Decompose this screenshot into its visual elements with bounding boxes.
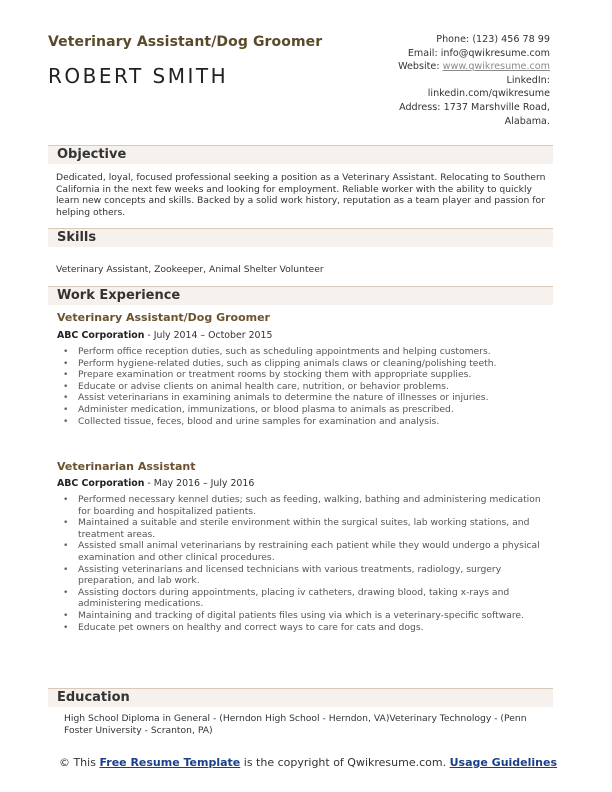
- list-item: • Perform hygiene-related duties, such as clipping animals claws or cleaning/polishing teeth.: [58, 358, 548, 370]
- section-title: Work Experience: [57, 288, 181, 303]
- section-title: Skills: [57, 230, 97, 245]
- website-link[interactable]: www.qwikresume.com: [442, 61, 550, 73]
- section-skills: [48, 228, 553, 247]
- contact-email: Email: info@qwikresume.com: [407, 47, 550, 59]
- job-dates: - May 2016 – July 2016: [144, 478, 255, 489]
- list-item: • Maintained a suitable and sterile environment within the surgical suites, lab working stations, and treatment areas.: [58, 517, 548, 540]
- list-item: • Administer medication, immunizations, or blood plasma to animals as prescribed.: [58, 404, 548, 416]
- list-item: • Maintaining and tracking of digital patients files using via which is a veterinary-specific software.: [58, 610, 548, 622]
- list-item: • Assist veterinarians in examining animals to determine the nature of illnesses or injuries.: [58, 392, 548, 404]
- skills-text: Veterinary Assistant, Zookeeper, Animal Shelter Volunteer: [56, 264, 324, 275]
- list-item: • Collected tissue, feces, blood and urine samples for examination and analysis.: [58, 416, 548, 428]
- usage-guidelines-link[interactable]: Usage Guidelines: [449, 756, 558, 769]
- job-dates: - July 2014 – October 2015: [144, 330, 273, 341]
- section-objective: [48, 145, 553, 164]
- job-duties-list: [58, 494, 548, 633]
- contact-linkedin-label: LinkedIn:: [506, 74, 550, 86]
- section-title: Education: [57, 690, 130, 705]
- list-item: • Performed necessary kennel duties; such as feeding, walking, bathing and administering medication for boarding and hospitalized patients.: [58, 494, 548, 517]
- list-item: • Educate pet owners on healthy and correct ways to care for cats and dogs.: [58, 622, 548, 634]
- section-title: Objective: [57, 147, 127, 162]
- contact-address-line2: Alabama.: [504, 115, 550, 127]
- candidate-name: ROBERT SMITH: [48, 64, 229, 88]
- list-item: • Perform office reception duties, such as scheduling appointments and helping customers.: [58, 346, 548, 358]
- copyright-footer: © This Free Resume Template is the copyright of Qwikresume.com. Usage Guidelines: [58, 756, 558, 769]
- section-work-experience: [48, 286, 553, 305]
- contact-website: Website: www.qwikresume.com: [398, 61, 550, 73]
- company-name: ABC Corporation: [57, 330, 145, 341]
- education-text: High School Diploma in General - (Herndon High School - Herndon, VA)Veterinary Technology - (Penn Foster University - Scranton, PA): [64, 713, 527, 736]
- free-resume-template-link[interactable]: Free Resume Template: [99, 756, 241, 769]
- header-job-title: Veterinary Assistant/Dog Groomer: [48, 34, 323, 50]
- company-name: ABC Corporation: [57, 478, 145, 489]
- list-item: • Assisted small animal veterinarians by restraining each patient while they would undergo a physical examination and other clinical procedures.: [58, 540, 548, 563]
- job-company-dates: [57, 478, 254, 489]
- list-item: • Assisting doctors during appointments, placing iv catheters, drawing blood, taking x-rays and administering medications.: [58, 587, 548, 610]
- section-education: [48, 688, 553, 707]
- contact-block: [398, 33, 550, 128]
- list-item: • Prepare examination or treatment rooms by stocking them with appropriate supplies.: [58, 369, 548, 381]
- job-title: Veterinarian Assistant: [57, 460, 196, 473]
- job-duties-list: [58, 346, 548, 427]
- contact-linkedin: linkedin.com/qwikresume: [427, 88, 550, 100]
- job-company-dates: [57, 330, 272, 341]
- job-title: Veterinary Assistant/Dog Groomer: [57, 311, 270, 324]
- list-item: • Educate or advise clients on animal health care, nutrition, or behavior problems.: [58, 381, 548, 393]
- contact-phone: Phone: (123) 456 78 99: [436, 34, 550, 45]
- contact-address: Address: 1737 Marshville Road,: [399, 101, 550, 113]
- objective-text: Dedicated, loyal, focused professional seeking a position as a Veterinary Assistant. Relocating to Southern California in the next few weeks and looking for employment. Reliable worker with the ability to quickly learn new concepts and skills. Backed by a solid work history, reputation as a team player and passion for helping others.: [56, 172, 546, 218]
- list-item: • Assisting veterinarians and licensed technicians with various treatments, radiology, surgery preparation, and lab work.: [58, 564, 548, 587]
